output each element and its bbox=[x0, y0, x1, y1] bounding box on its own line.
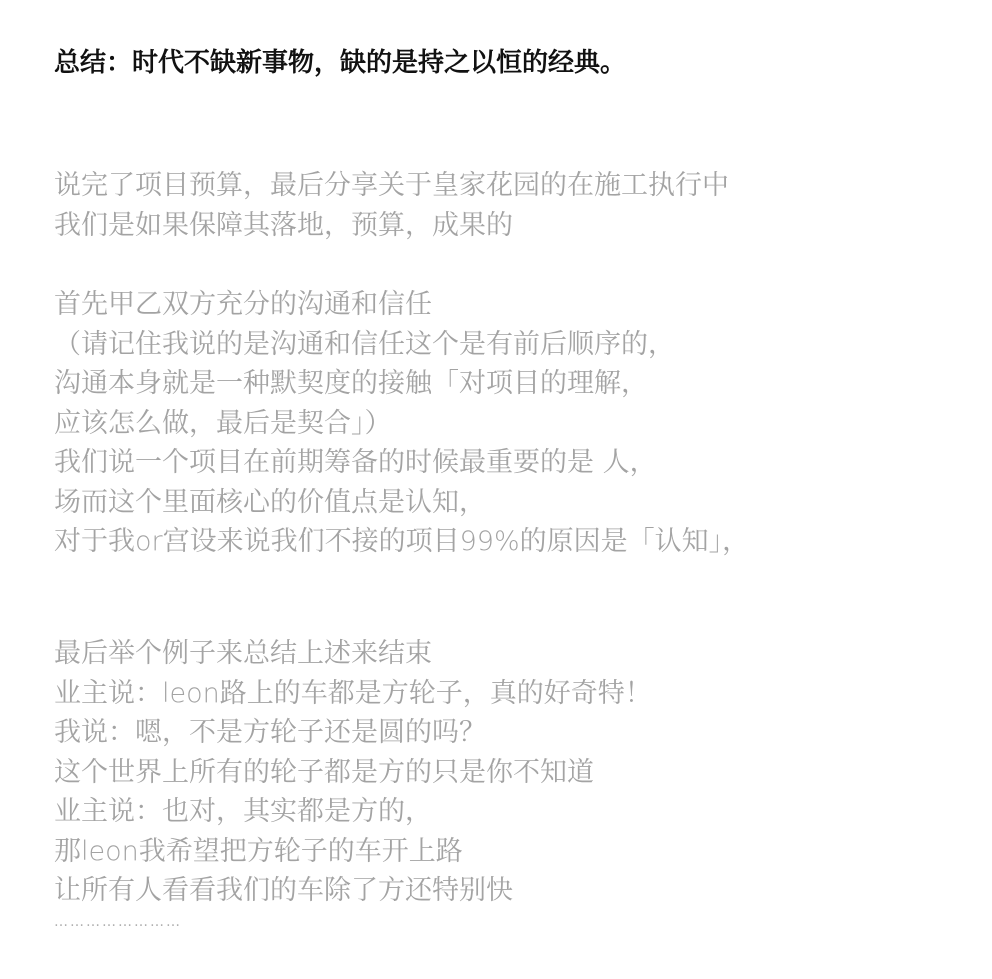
paragraph-intro bbox=[54, 166, 729, 245]
text-line: 场而这个里面核心的价值点是认知， bbox=[54, 486, 486, 518]
text-line: 说完了项目预算，最后分享关于皇家花园的在施工执行中 bbox=[54, 170, 729, 201]
text-line: 业主说：leon路上的车都是方轮子，真的好奇特！ bbox=[54, 677, 652, 709]
text-line: 业主说：也对，其实都是方的， bbox=[54, 796, 432, 827]
text-line: 那leon我希望把方轮子的车开上路 bbox=[54, 835, 463, 867]
text-line: 应该怎么做，最后是契合」） bbox=[54, 407, 392, 439]
ellipsis-dots: …………………… bbox=[54, 914, 182, 930]
text-line: 最后举个例子来总结上述来结束 bbox=[54, 638, 432, 669]
paragraph-communication bbox=[54, 285, 749, 562]
text-line: 首先甲乙双方充分的沟通和信任 bbox=[54, 289, 432, 320]
text-line: （请记住我说的是沟通和信任这个是有前后顺序的， bbox=[54, 328, 675, 360]
paragraph-example bbox=[54, 634, 652, 911]
summary-heading: 总结：时代不缺新事物，缺的是持之以恒的经典。 bbox=[54, 48, 627, 78]
text-line: 我们说一个项目在前期筹备的时候最重要的是 人， bbox=[54, 447, 657, 478]
text-line: 让所有人看看我们的车除了方还特别快 bbox=[54, 875, 513, 906]
text-line: 我们是如果保障其落地，预算，成果的 bbox=[54, 209, 513, 241]
text-line: 我说：嗯，不是方轮子还是圆的吗？ bbox=[54, 717, 486, 748]
text-line: 沟通本身就是一种默契度的接触「对项目的理解， bbox=[54, 368, 648, 399]
text-line: 对于我or宫设来说我们不接的项目99%的原因是「认知」， bbox=[54, 526, 750, 557]
text-line: 这个世界上所有的轮子都是方的只是你不知道 bbox=[54, 756, 594, 788]
